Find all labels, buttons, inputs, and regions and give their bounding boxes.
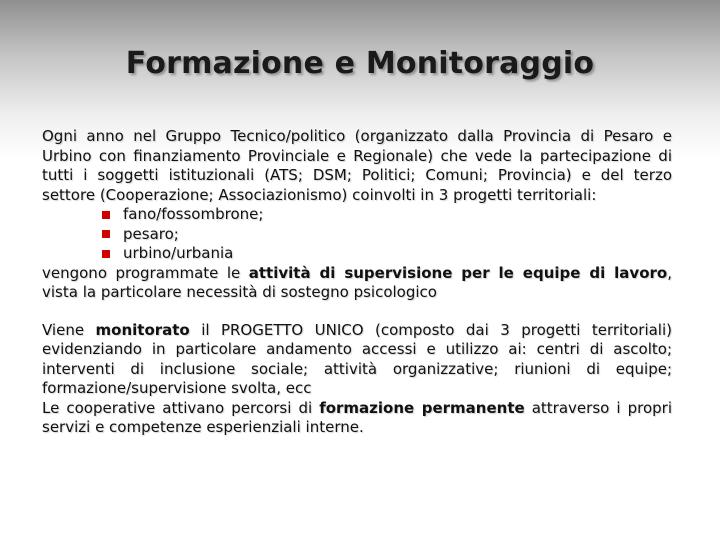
training-lead: Le cooperative attivano percorsi di [42, 398, 320, 417]
slide-title: Formazione e Monitoraggio [125, 46, 595, 81]
square-bullet-icon [102, 250, 110, 258]
square-bullet-icon [102, 211, 110, 219]
list-item-label: pesaro; [123, 224, 179, 243]
monitoring-emphasis: monitorato [95, 320, 190, 339]
supervision-tail: , vista la particolare necessità di sostegno psicologico [42, 263, 672, 301]
monitoring-lead: Viene [42, 320, 96, 339]
list-item [102, 244, 672, 264]
slide-body [42, 127, 672, 438]
project-list [42, 205, 672, 264]
monitoring-paragraph [42, 321, 672, 399]
list-item [102, 205, 672, 225]
list-item-label: urbino/urbania [123, 244, 234, 262]
intro-paragraph: Ogni anno nel Gruppo Tecnico/politico (organizzato dalla Provincia di Pesaro e Urbino con finanziamento Provinciale e Regionale) che vede la partecipazione di tutti i soggetti istituzionali (ATS; DSM; Politici; Comuni; Provincia) e del terzo settore (Cooperazione; Associazionismo) coinvolti in 3 progetti territoriali: [42, 127, 672, 204]
training-paragraph [42, 399, 672, 438]
list-item [102, 225, 672, 245]
supervision-lead: vengono programmate le [42, 263, 249, 282]
supervision-paragraph [42, 264, 672, 303]
training-tail: attraverso i propri servizi e competenze esperienziali interne. [42, 398, 672, 436]
spacer [42, 303, 672, 321]
supervision-emphasis: attività di supervisione per le equipe di lavoro [248, 263, 668, 282]
square-bullet-icon [102, 230, 110, 238]
list-item-label: fano/fossombrone; [123, 205, 264, 223]
monitoring-tail: il PROGETTO UNICO (composto dai 3 progetti territoriali) evidenziando in particolare andamento accessi e utilizzo ai: centri di ascolto; interventi di inclusione sociale; attività organizzative; riunioni di equipe; formazione/supervisione svolta, ecc [42, 320, 672, 397]
training-emphasis: formazione permanente [319, 398, 525, 417]
